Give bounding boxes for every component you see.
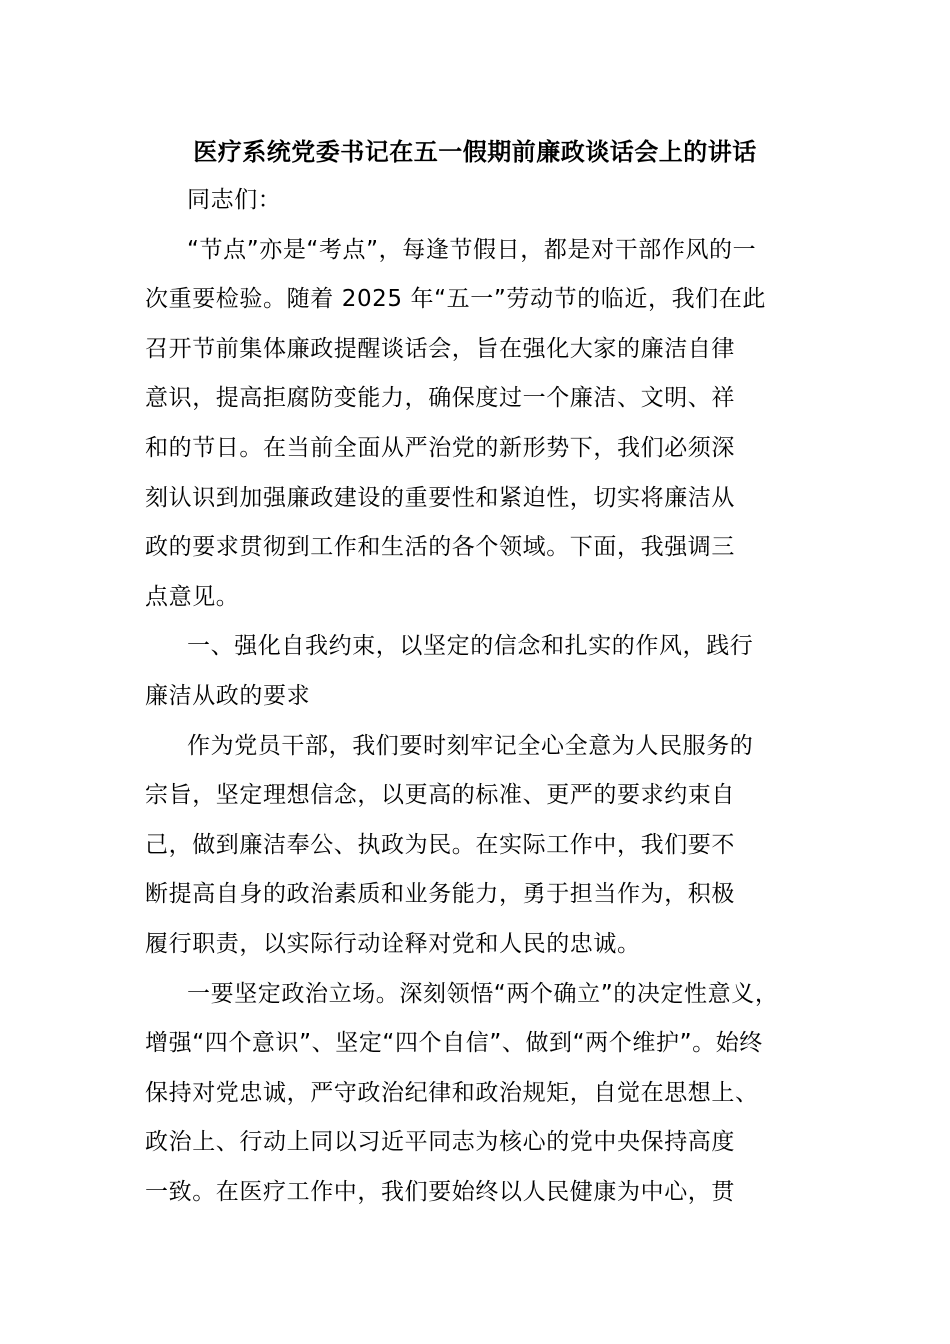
paragraph-line: 意识，提高拒腐防变能力，确保度过一个廉洁、文明、祥 <box>145 385 735 412</box>
paragraph-line: 政的要求贯彻到工作和生活的各个领域。下面，我强调三 <box>145 534 735 561</box>
paragraph-line: 和的节日。在当前全面从严治党的新形势下，我们必须深 <box>145 434 735 461</box>
section-heading-line: 廉洁从政的要求 <box>145 682 311 709</box>
document-body <box>145 176 805 1217</box>
paragraph-line: 次重要检验。随着 2025 年“五一”劳动节的临近，我们在此 <box>145 286 766 313</box>
paragraph-line: 点意见。 <box>145 583 240 610</box>
paragraph-line: 己，做到廉洁奉公、执政为民。在实际工作中，我们要不 <box>145 831 735 858</box>
paragraph-line: 保持对党忠诚，严守政治纪律和政治规矩，自觉在思想上、 <box>145 1079 759 1106</box>
document-title: 医疗系统党委书记在五一假期前廉政谈话会上的讲话 <box>193 138 757 166</box>
paragraph-line: “节点”亦是“考点”，每逢节假日，都是对干部作风的一 <box>187 236 757 263</box>
salutation-line: 同志们： <box>187 187 282 213</box>
paragraph-line: 增强“四个意识”、坚定“四个自信”、做到“两个维护”。始终 <box>145 1030 763 1057</box>
paragraph-line: 刻认识到加强廉政建设的重要性和紧迫性，切实将廉洁从 <box>145 484 735 511</box>
paragraph-line: 断提高自身的政治素质和业务能力，勇于担当作为，积极 <box>145 881 735 908</box>
section-heading-line: 一、强化自我约束，以坚定的信念和扎实的作风，践行 <box>187 633 754 660</box>
paragraph-line: 作为党员干部，我们要时刻牢记全心全意为人民服务的 <box>187 732 754 759</box>
paragraph-line: 召开节前集体廉政提醒谈话会，旨在强化大家的廉洁自律 <box>145 335 735 362</box>
paragraph-line: 履行职责，以实际行动诠释对党和人民的忠诚。 <box>145 930 641 957</box>
paragraph-line: 政治上、行动上同以习近平同志为核心的党中央保持高度 <box>145 1129 735 1156</box>
paragraph-line: 一致。在医疗工作中，我们要始终以人民健康为中心，贯 <box>145 1178 735 1205</box>
paragraph-line: 宗旨，坚定理想信念，以更高的标准、更严的要求约束自 <box>145 782 735 809</box>
paragraph-line: 一要坚定政治立场。深刻领悟“两个确立”的决定性意义， <box>187 980 779 1007</box>
